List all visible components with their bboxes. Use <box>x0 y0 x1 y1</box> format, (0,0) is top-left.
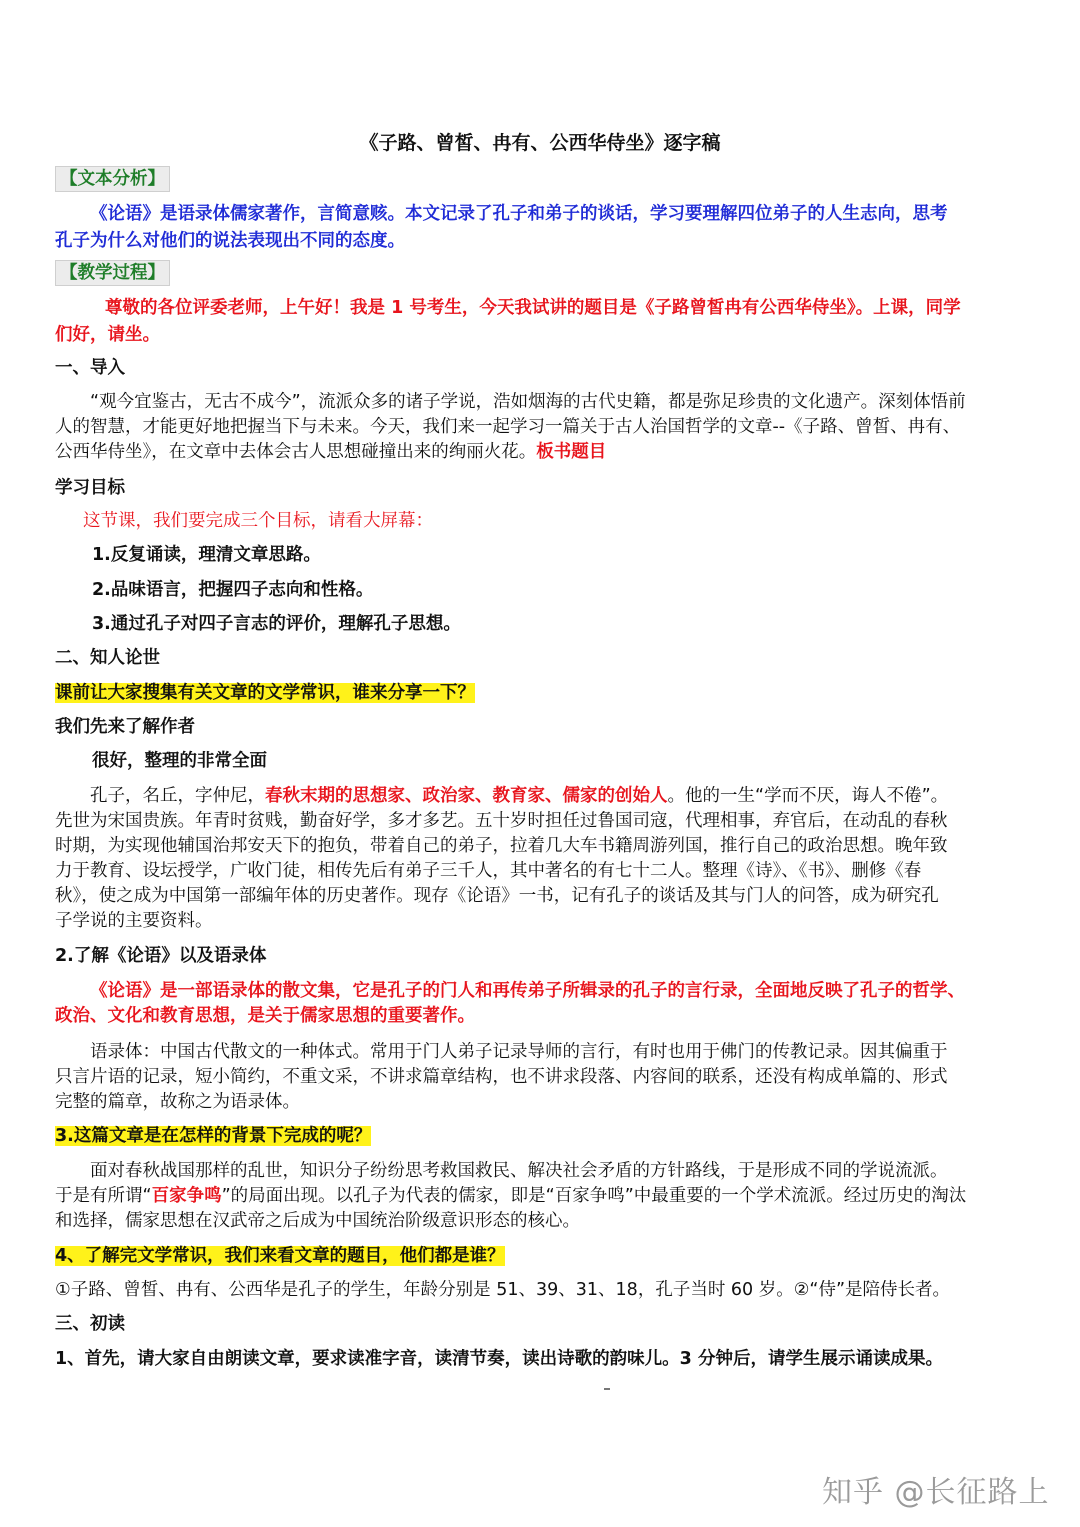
background-line-2-end: ”的局面出现。以孔子为代表的儒家，即是“百家争鸣”中最重要的一个学术流派。经过历史的淘汰 <box>221 1186 967 1206</box>
text-analysis-line-2: 孔子为什么对他们的说法表现出不同的态度。 <box>55 231 405 251</box>
zhihu-watermark: 知乎 @长征路上 <box>822 1475 1050 1510</box>
lunyu-heading: 2.了解《论语》以及语录体 <box>55 946 267 966</box>
board-title-note: 板书题目 <box>536 442 607 462</box>
bio-line-3: 时期，为实现他辅国治邦安天下的抱负，带着自己的弟子，拉着几大车书籍周游列国，推行自己的政治思想。晚年致 <box>55 836 948 856</box>
question-3-row <box>55 1124 1035 1148</box>
question-4-answer: ①子路、曾皙、冉有、公西华是孔子的学生，年龄分别是 51、39、31、18，孔子当时 60 岁。②“侍”是陪侍长者。 <box>55 1280 951 1300</box>
teaching-heading-row <box>55 260 1035 286</box>
bio-line-5: 秋》，使之成为中国第一部编年体的历史著作。现存《论语》一书，记有孔子的谈话及其与门人的问答，成为研究孔 <box>55 886 939 906</box>
bio-line-1 <box>55 784 1035 808</box>
greeting-line-2: 们好，请坐。 <box>55 325 160 345</box>
background-line-2 <box>55 1184 1035 1208</box>
text-analysis-heading: 【文本分析】 <box>55 166 170 192</box>
greeting-line-1: 尊敬的各位评委老师，上午好！我是 1 号考生，今天我试讲的题目是《子路曾皙冉有公西华侍坐》。上课，同学 <box>105 298 961 318</box>
confucius-titles: 春秋末期的思想家、政治家、教育家、儒家的创始人 <box>265 786 668 806</box>
lunyu-line-2: 政治、文化和教育思想，是关于儒家思想的重要著作。 <box>55 1006 475 1026</box>
background-line-1: 面对春秋战国那样的乱世，知识分子纷纷思考救国救民、解决社会矛盾的方针路线，于是形成不同的学说流派。 <box>90 1161 948 1181</box>
goals-intro: 这节课，我们要完成三个目标，请看大屏幕： <box>83 511 433 531</box>
yulu-line-3: 完整的篇章，故称之为语录体。 <box>55 1092 300 1112</box>
bio-line-4: 力于教育、设坛授学，广收门徒，相传先后有弟子三千人，其中著名的有七十二人。整理《诗》、《书》、删修《春 <box>55 861 922 881</box>
intro-line-3 <box>55 440 1035 464</box>
goal-item: 1.反复诵读，理清文章思路。 <box>92 545 321 565</box>
section-3-heading: 三、初读 <box>55 1314 125 1334</box>
bio-line-1-start: 孔子，名丘，字仲尼， <box>90 786 265 806</box>
goal-item: 2.品味语言，把握四子志向和性格。 <box>92 580 374 600</box>
teaching-heading: 【教学过程】 <box>55 260 170 286</box>
intro-line-2: 人的智慧，才能更好地把握当下与未来。今天，我们来一起学习一篇关于古人治国哲学的文章--《子路、曾皙、冉有、 <box>55 417 961 437</box>
question-4-row <box>55 1244 1035 1268</box>
question-3: 3.这篇文章是在怎样的背景下完成的呢？ <box>55 1126 372 1146</box>
page-mark <box>604 1388 610 1390</box>
background-line-3: 和选择，儒家思想在汉武帝之后成为中国统治阶级意识形态的核心。 <box>55 1211 580 1231</box>
background-line-2-start: 于是有所谓“ <box>55 1186 152 1206</box>
bio-line-1-end: 。他的一生“学而不厌，诲人不倦”。 <box>667 786 949 806</box>
goals-heading: 学习目标 <box>55 478 125 498</box>
question-1-row <box>55 681 1035 705</box>
goal-item: 3.通过孔子对四子言志的评价，理解孔子思想。 <box>92 614 461 634</box>
section-1-heading: 一、导入 <box>55 358 125 378</box>
intro-line-1: “观今宜鉴古，无古不成今”，流派众多的诸子学说，浩如烟海的古代史籍，都是弥足珍贵的文化遗产。深刻体悟前 <box>90 392 966 412</box>
author-intro: 我们先来了解作者 <box>55 717 195 737</box>
first-reading-instruction: 1、首先，请大家自由朗读文章，要求读准字音，读清节奏，读出诗歌的韵味儿。3 分钟后，请学生展示诵读成果。 <box>55 1349 943 1369</box>
intro-line-3-text: 公西华侍坐》，在文章中去体会古人思想碰撞出来的绚丽火花。 <box>55 442 537 462</box>
yulu-line-1: 语录体：中国古代散文的一种体式。常用于门人弟子记录导师的言行，有时也用于佛门的传教记录。因其偏重于 <box>90 1042 948 1062</box>
document-title: 《子路、曾皙、冉有、公西华侍坐》逐字稿 <box>359 132 721 154</box>
question-4: 4、了解完文学常识，我们来看文章的题目，他们都是谁？ <box>55 1246 505 1266</box>
bio-line-6: 子学说的主要资料。 <box>55 911 213 931</box>
yulu-line-2: 只言片语的记录，短小简约，不重文采，不讲求篇章结构，也不讲求段落、内容间的联系，还没有构成单篇的、形式 <box>55 1067 948 1087</box>
text-analysis-heading-row <box>55 166 1035 192</box>
praise-line: 很好，整理的非常全面 <box>92 751 267 771</box>
bio-line-2: 先世为宋国贵族。年青时贫贱，勤奋好学，多才多艺。五十岁时担任过鲁国司寇，代理相事，弃官后，在动乱的春秋 <box>55 811 948 831</box>
section-2-heading: 二、知人论世 <box>55 648 160 668</box>
question-1: 课前让大家搜集有关文章的文学常识，谁来分享一下？ <box>55 683 475 703</box>
text-analysis-line-1: 《论语》是语录体儒家著作，言简意赅。本文记录了孔子和弟子的谈话，学习要理解四位弟子的人生志向，思考 <box>90 204 948 224</box>
hundred-schools-term: 百家争鸣 <box>151 1186 222 1206</box>
lunyu-line-1: 《论语》是一部语录体的散文集，它是孔子的门人和再传弟子所辑录的孔子的言行录，全面地反映了孔子的哲学、 <box>90 981 965 1001</box>
